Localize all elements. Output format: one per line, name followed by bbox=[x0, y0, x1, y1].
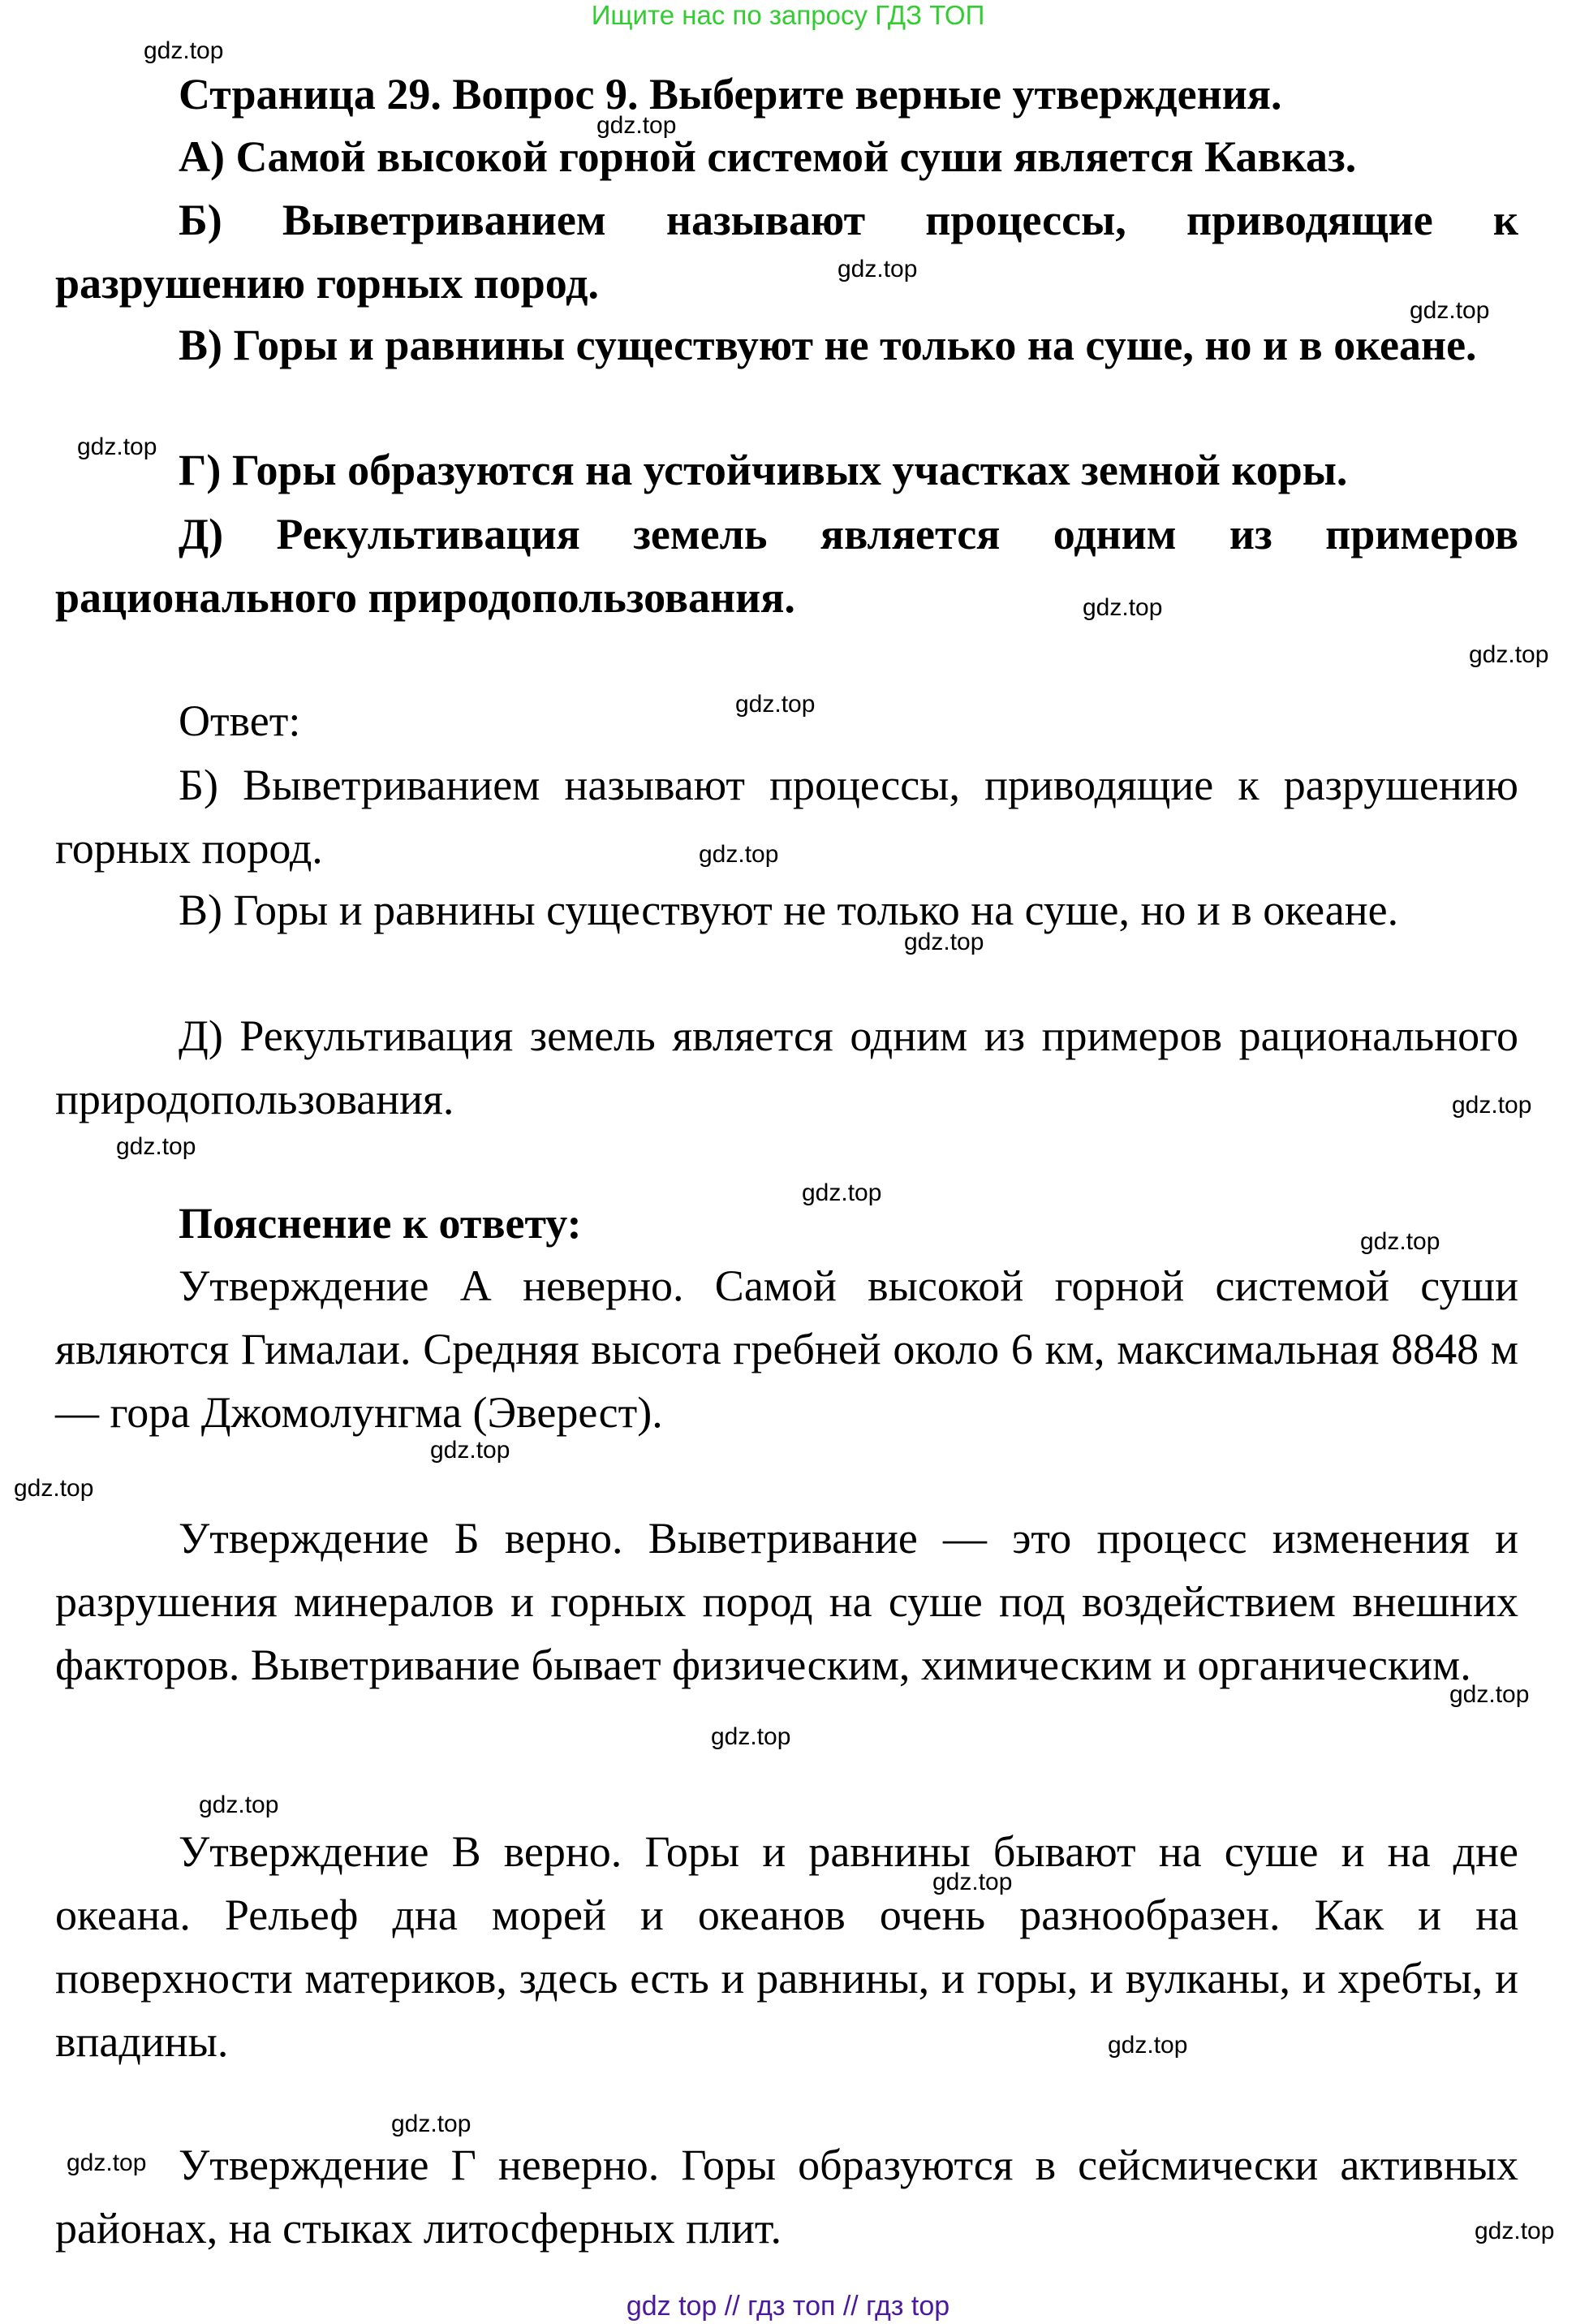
explanation-heading: Пояснение к ответу: bbox=[179, 1199, 582, 1248]
watermark: gdz.top bbox=[144, 37, 224, 64]
watermark: gdz.top bbox=[77, 433, 157, 460]
watermark: gdz.top bbox=[1452, 1092, 1532, 1119]
question-title: Страница 29. Вопрос 9. Выберите верные утверждения. bbox=[179, 70, 1282, 119]
explanation-a: Утверждение А неверно. Самой высокой горной системой суши являются Гималаи. Средняя высота гребней около 6 км, максимальная 8848 м — гора Джомолунгма (Эверест). bbox=[55, 1261, 1518, 1437]
watermark: gdz.top bbox=[67, 2149, 147, 2176]
watermark: gdz.top bbox=[1475, 2218, 1555, 2244]
watermark: gdz.top bbox=[1469, 641, 1549, 668]
answer-label: Ответ: bbox=[179, 696, 301, 745]
watermark: gdz.top bbox=[932, 1869, 1013, 1895]
statement-a: А) Самой высокой горной системой суши является Кавказ. bbox=[179, 132, 1357, 181]
watermark: gdz.top bbox=[430, 1437, 510, 1464]
watermark: gdz.top bbox=[904, 929, 984, 955]
watermark: gdz.top bbox=[711, 1723, 791, 1750]
watermark: gdz.top bbox=[116, 1133, 196, 1160]
statement-g: Г) Горы образуются на устойчивых участках земной коры. bbox=[179, 446, 1348, 494]
watermark: gdz.top bbox=[1360, 1228, 1440, 1255]
answer-item-b: Б) Выветриванием называют процессы, приводящие к разрушению горных пород. bbox=[55, 761, 1518, 873]
explanation-g: Утверждение Г неверно. Горы образуются в сейсмически активных районах, на стыках литосферных плит. bbox=[55, 2141, 1518, 2253]
statement-d: Д) Рекультивация земель является одним из примеров рационального природопользования. bbox=[55, 510, 1518, 622]
watermark: gdz.top bbox=[391, 2111, 472, 2137]
watermark: gdz.top bbox=[1410, 297, 1490, 324]
statement-v: В) Горы и равнины существуют не только на суше, но и в океане. bbox=[179, 321, 1477, 369]
answer-item-d: Д) Рекультивация земель является одним из примеров рационального природопользования. bbox=[55, 1011, 1518, 1123]
header-banner[interactable]: Ищите нас по запросу ГДЗ ТОП bbox=[591, 0, 985, 30]
answer-item-v: В) Горы и равнины существуют не только на суше, но и в океане. bbox=[179, 886, 1399, 934]
statement-b: Б) Выветриванием называют процессы, приводящие к разрушению горных пород. bbox=[55, 196, 1518, 308]
watermark: gdz.top bbox=[1083, 594, 1163, 621]
watermark: gdz.top bbox=[1108, 2032, 1188, 2059]
watermark: gdz.top bbox=[199, 1792, 279, 1818]
watermark: gdz.top bbox=[802, 1179, 882, 1206]
footer-links[interactable]: gdz top // гдз топ // гдз top bbox=[626, 2291, 950, 2322]
explanation-v: Утверждение В верно. Горы и равнины бывают на суше и на дне океана. Рельеф дна морей и океанов очень разнообразен. Как и на поверхности материков, здесь есть и равнины, и горы, и вулканы, и хребты, и впадины. bbox=[55, 1827, 1518, 2066]
explanation-b: Утверждение Б верно. Выветривание — это процесс изменения и разрушения минералов и горных пород на суше под воздействием внешних факторов. Выветривание бывает физическим, химическим и органическим. bbox=[55, 1514, 1518, 1689]
watermark: gdz.top bbox=[699, 841, 779, 868]
watermark: gdz.top bbox=[14, 1475, 94, 1502]
watermark: gdz.top bbox=[735, 691, 816, 718]
watermark: gdz.top bbox=[596, 112, 677, 139]
watermark: gdz.top bbox=[1449, 1681, 1530, 1708]
watermark: gdz.top bbox=[838, 256, 918, 282]
